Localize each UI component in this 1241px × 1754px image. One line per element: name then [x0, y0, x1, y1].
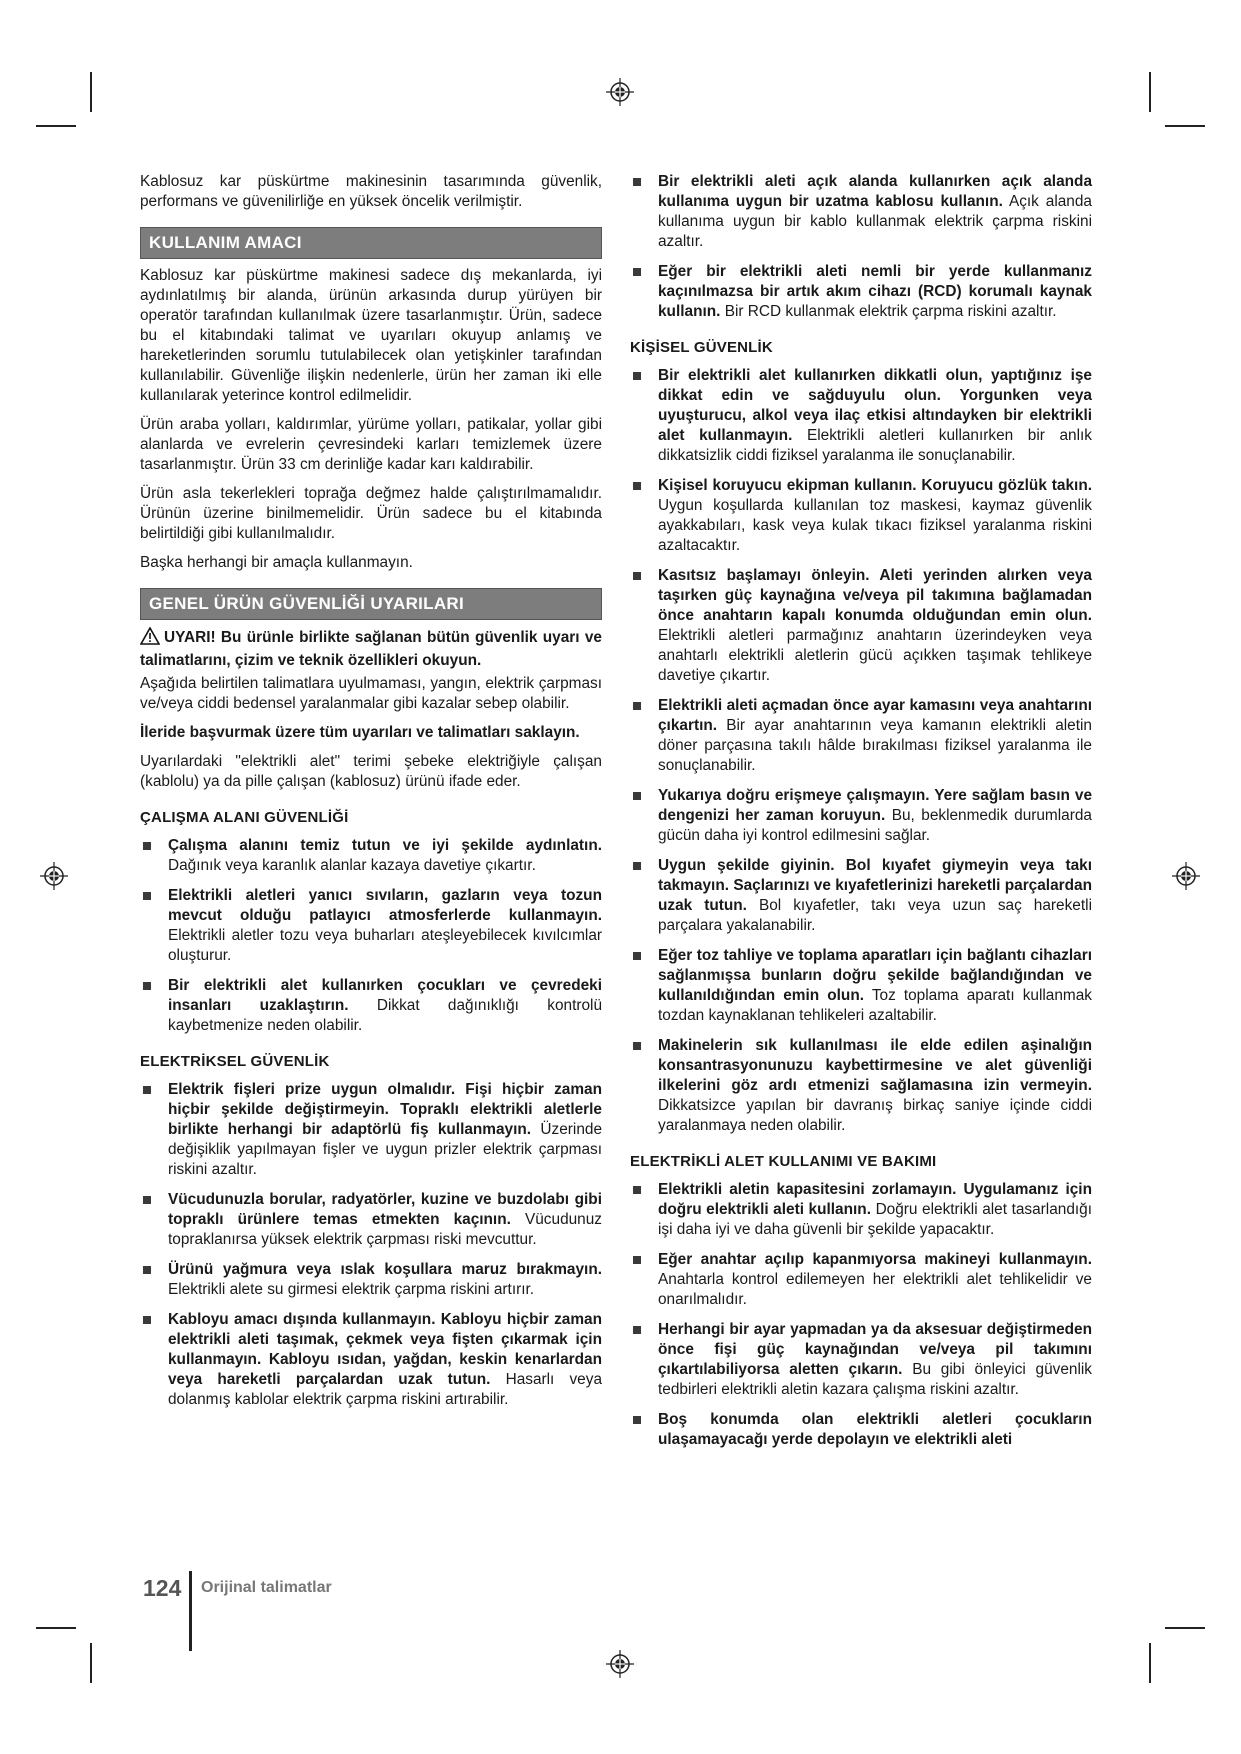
- list-item-text: Dağınık veya karanlık alanlar kazaya davetiye çıkartır.: [168, 857, 536, 874]
- list-item-text: Vücudunuz topraklanırsa yüksek elektrik çarpması riski mevcuttur.: [168, 1211, 602, 1248]
- list-item: [630, 1410, 1092, 1450]
- list-item-text: Uygun koşullarda kullanılan toz maskesi, kaymaz güvenlik ayakkabıları, kask veya kulak tıkacı fiziksel yaralanma riskini azaltacaktır.: [658, 497, 1092, 554]
- list-item: [630, 786, 1092, 846]
- intended-use-restrictions: Ürün asla tekerlekleri toprağa değmez halde çalıştırılmamalıdır. Ürünün üzerine binilmemelidir. Ürün sadece bu el kitabında belirtildiği gibi kullanılmalıdır.: [140, 485, 602, 542]
- list-item-bold: Elektrik fişleri prize uygun olmalıdır. Fişi hiçbir zaman hiçbir şekilde değiştirmeyin. Topraklı elektrikli aletlerle birlikte herhangi bir adaptörlü fiş kullanmayın.: [168, 1081, 602, 1138]
- subheading-tool-use-care: ELEKTRİKLİ ALET KULLANIMI VE BAKIMI: [630, 1153, 937, 1170]
- bullet-square-icon: [633, 1042, 641, 1050]
- warning-consequence-text: Aşağıda belirtilen talimatlara uyulmaması, yangın, elektrik çarpması ve/veya ciddi bedensel yaralanmalar gibi kazalar sebep olabilir.: [140, 675, 602, 712]
- list-item-bold: Eğer anahtar açılıp kapanmıyorsa makineyi kullanmayın.: [658, 1251, 1092, 1268]
- list-item-bold: Bir elektrikli aleti açık alanda kullanırken açık alanda kullanıma uygun bir uzatma kablosu kullanın.: [658, 173, 1092, 210]
- work-area-list: [140, 836, 602, 1036]
- bullet-square-icon: [633, 482, 641, 490]
- footer-divider: [189, 1571, 192, 1651]
- list-item: [140, 886, 602, 966]
- intro-paragraph: Kablosuz kar püskürtme makinesinin tasarımında güvenlik, performans ve güvenilirliğe en yüksek öncelik verilmiştir.: [140, 173, 602, 210]
- warning-triangle-icon: [140, 627, 160, 651]
- list-item: [630, 1180, 1092, 1240]
- list-item-text: Dikkatsizce yapılan bir davranış birkaç saniye içinde ciddi yaralanmaya neden olabilir.: [658, 1097, 1092, 1134]
- list-item-bold: Elektrikli aleti açmadan önce ayar kamasını veya anahtarını çıkartın.: [658, 697, 1092, 734]
- list-item-bold: Vücudunuzla borular, radyatörler, kuzine ve buzdolabı gibi topraklı ürünlere temas etmekten kaçının.: [168, 1191, 602, 1228]
- bullet-square-icon: [633, 1326, 641, 1334]
- bullet-square-icon: [633, 1256, 641, 1264]
- list-item-bold: Bir elektrikli alet kullanırken çocukları ve çevredeki insanları uzaklaştırın.: [168, 977, 602, 1014]
- list-item-text: Bol kıyafetler, takı veya uzun saç hareketli parçalara yakalanabilir.: [658, 897, 1092, 934]
- list-item-bold: Eğer toz tahliye ve toplama aparatları için bağlantı cihazları sağlanmışsa bunların doğru şekilde bağlandığından ve kullanıldığından emin olun.: [658, 947, 1092, 1004]
- list-item: [630, 262, 1092, 322]
- bullet-square-icon: [143, 1316, 151, 1324]
- footer-label: Orijinal talimatlar: [201, 1579, 332, 1596]
- warning-paragraph: [140, 627, 602, 671]
- bullet-square-icon: [143, 1196, 151, 1204]
- list-item-bold: Kişisel koruyucu ekipman kullanın. Koruyucu gözlük takın.: [658, 477, 1092, 494]
- bullet-square-icon: [143, 982, 151, 990]
- bullet-square-icon: [633, 702, 641, 710]
- warning-bold-text: UYARI! Bu ürünle birlikte sağlanan bütün güvenlik uyarı ve talimatlarını, çizim ve teknik özellikleri okuyun.: [140, 629, 602, 669]
- right-column: [630, 172, 1092, 1460]
- crop-mark: [36, 125, 76, 127]
- list-item-text: Üzerinde değişiklik yapılmayan fişler ve uygun prizler elektrik çarpması riskini azaltır.: [168, 1121, 602, 1178]
- electrical-safety-list: [140, 1080, 602, 1410]
- list-item-bold: Elektrikli aletin kapasitesini zorlamayın. Uygulamanız için doğru elektrikli aleti kullanın.: [658, 1181, 1092, 1218]
- list-item: [140, 1260, 602, 1300]
- keep-instructions-bold: İleride başvurmak üzere tüm uyarıları ve talimatları saklayın.: [140, 724, 580, 741]
- list-item-text: Bu gibi önleyici güvenlik tedbirleri elektrikli aletin kazara çalışma riskini azaltır.: [658, 1361, 1093, 1398]
- crop-mark: [90, 1643, 92, 1683]
- list-item: [630, 696, 1092, 776]
- list-item-text: Dikkat dağınıklığı kontrolü kaybetmenize neden olabilir.: [168, 997, 603, 1034]
- bullet-square-icon: [633, 792, 641, 800]
- list-item-text: Hasarlı veya dolanmış kablolar elektrik çarpma riskini artırabilir.: [168, 1371, 602, 1408]
- bullet-square-icon: [633, 372, 641, 380]
- keep-instructions-text: [140, 723, 602, 743]
- list-item: [140, 1190, 602, 1250]
- list-item-bold: Elektrikli aletleri yanıcı sıvıların, gazların veya tozun mevcut olduğu patlayıcı atmosferlerde kullanmayın.: [168, 887, 602, 924]
- list-item-bold: Kasıtsız başlamayı önleyin. Aleti yerinden alırken veya taşırken güç kaynağına ve/veya pil takımına bağlamadan önce anahtarın kapalı konumda olduğundan emin olun.: [658, 567, 1092, 624]
- personal-safety-list: [630, 366, 1092, 1136]
- subheading-work-area-safety: ÇALIŞMA ALANI GÜVENLİĞİ: [140, 809, 349, 826]
- page-number: 124: [143, 1575, 182, 1601]
- list-item: [140, 1080, 602, 1180]
- list-item: [630, 1036, 1092, 1136]
- list-item: [630, 476, 1092, 556]
- list-item-bold: Bir elektrikli alet kullanırken dikkatli olun, yaptığınız işe dikkat edin ve sağduyulu olun. Yorgunken veya uyuşturucu, alkol veya ilaç etkisi altındayken bir elektrikli alet kullanmayın.: [658, 367, 1092, 444]
- list-item-bold: Eğer bir elektrikli aleti nemli bir yerde kullanmanız kaçınılmazsa bir artık akım cihazı (RCD) korumalı kaynak kullanın.: [658, 263, 1092, 320]
- tool-use-care-list: [630, 1180, 1092, 1450]
- crop-mark: [1165, 125, 1205, 127]
- list-item-bold: Yukarıya doğru erişmeye çalışmayın. Yere sağlam basın ve dengenizi her zaman koruyun.: [658, 787, 1092, 824]
- crop-mark: [1149, 72, 1151, 112]
- list-item: [140, 836, 602, 876]
- list-item-bold: Uygun şekilde giyinin. Bol kıyafet giymeyin veya takı takmayın. Saçlarınızı ve kıyafetlerinizi hareketli parçalardan uzak tutun.: [658, 857, 1092, 914]
- crop-mark: [1165, 1627, 1205, 1629]
- registration-mark-bottom: [606, 1650, 634, 1678]
- list-item-text: Doğru elektrikli alet tasarlandığı işi daha iyi ve daha güvenli bir şekilde yapacaktır.: [658, 1201, 1093, 1238]
- bullet-square-icon: [633, 1186, 641, 1194]
- list-item-text: Bir RCD kullanmak elektrik çarpma riskini azaltır.: [724, 303, 1057, 320]
- list-item: [630, 172, 1092, 252]
- list-item: [630, 366, 1092, 466]
- subheading-personal-safety: KİŞİSEL GÜVENLİK: [630, 339, 773, 356]
- bullet-square-icon: [143, 1086, 151, 1094]
- list-item-text: Elektrikli aletler tozu veya buharları ateşleyebilecek kıvılcımlar oluşturur.: [168, 927, 602, 964]
- section-heading-intended-use: KULLANIM AMACI: [140, 227, 602, 259]
- list-item: [630, 946, 1092, 1026]
- bullet-square-icon: [633, 1416, 641, 1424]
- list-item-bold: Çalışma alanını temiz tutun ve iyi şekilde aydınlatın.: [168, 837, 602, 854]
- registration-mark-top: [606, 78, 634, 106]
- power-tool-term-text: Uyarılardaki "elektrikli alet" terimi şebeke elektriğiyle çalışan (kablolu) ya da pille çalışan (kablosuz) ürünü ifade eder.: [140, 753, 602, 790]
- list-item: [630, 1320, 1092, 1400]
- intended-use-other: Başka herhangi bir amaçla kullanmayın.: [140, 554, 413, 571]
- bullet-square-icon: [143, 1266, 151, 1274]
- section-heading-general-safety: GENEL ÜRÜN GÜVENLİĞİ UYARILARI: [140, 588, 602, 620]
- intended-use-areas: Ürün araba yolları, kaldırımlar, yürüme yolları, patikalar, yollar gibi alanlarda ve evrelerin çevresindeki karları temizlemek üzere tasarlanmıştır. Ürün 33 cm derinliğe kadar karı kaldırabilir.: [140, 416, 602, 473]
- list-item: [140, 1310, 602, 1410]
- bullet-square-icon: [143, 892, 151, 900]
- list-item-bold: Kabloyu amacı dışında kullanmayın. Kabloyu hiçbir zaman elektrikli aleti taşımak, çekmek veya fişten çıkarmak için kullanmayın. Kabloyu ısıdan, yağdan, keskin kenarlardan veya hareketli parçalardan uzak tutun.: [168, 1311, 602, 1388]
- bullet-square-icon: [633, 952, 641, 960]
- list-item-bold: Makinelerin sık kullanılması ile elde edilen aşinalığın konsantrasyonunuzu kaybettirmesine ve alet güvenliği ilkelerini göz ardı etmenizi sağlamasına izin vermeyin.: [658, 1037, 1092, 1094]
- crop-mark: [1149, 1643, 1151, 1683]
- list-item-bold: Boş konumda olan elektrikli aletleri çocukların ulaşamayacağı yerde depolayın ve elektrikli aleti: [658, 1411, 1092, 1448]
- list-item: [630, 1250, 1092, 1310]
- list-item-bold: Ürünü yağmura veya ıslak koşullara maruz bırakmayın.: [168, 1261, 602, 1278]
- list-item-text: Bir ayar anahtarının veya kamanın elektrikli aletin döner parçasına takılı hâlde bırakılması fiziksel yaralanma ile sonuçlanabilir.: [658, 717, 1092, 774]
- list-item-text: Toz toplama aparatı kullanmak tozdan kaynaklanan tehlikeleri azaltabilir.: [658, 987, 1092, 1024]
- list-item: [140, 976, 602, 1036]
- bullet-square-icon: [633, 572, 641, 580]
- registration-mark-left: [40, 862, 68, 890]
- list-item: [630, 566, 1092, 686]
- left-column: [140, 172, 602, 1420]
- bullet-square-icon: [633, 862, 641, 870]
- crop-mark: [36, 1627, 76, 1629]
- registration-mark-right: [1172, 862, 1200, 890]
- intended-use-paragraph: Kablosuz kar püskürtme makinesi sadece dış mekanlarda, iyi aydınlatılmış bir alanda, ürünün arkasında durup yürüyen bir operatör tarafından kullanılmak üzere tasarlanmıştır. Ürün, sadece bu el kitabındaki talimat ve uyarıları okuyup anlamış ve hareketlerinden sorumlu tutulabilecek olan yetişkinler tarafından kullanılabilir. Güvenliğe ilişkin nedenlerle, ürün her zaman iki elle kullanılarak yeterince kontrol edilmelidir.: [140, 267, 602, 404]
- list-item-text: Elektrikli alete su girmesi elektrik çarpma riskini artırır.: [168, 1281, 535, 1298]
- subheading-electrical-safety: ELEKTRİKSEL GÜVENLİK: [140, 1053, 330, 1070]
- crop-mark: [90, 72, 92, 112]
- list-item-bold: Herhangi bir ayar yapmadan ya da aksesuar değiştirmeden önce fişi güç kaynağından ve/veya pil takımını çıkartılabiliyorsa aletten çıkarın.: [658, 1321, 1092, 1378]
- list-item-text: Elektrikli aletleri parmağınız anahtarın üzerindeyken veya anahtarlı elektrikli aletlerin gücü açıkken taşımak tehlikeye davetiye çıkartır.: [658, 627, 1092, 684]
- list-item-text: Bu, beklenmedik durumlarda gücün daha iyi kontrol edilmesini sağlar.: [658, 807, 1092, 844]
- bullet-square-icon: [143, 842, 151, 850]
- list-item-text: Elektrikli aletleri kullanırken bir anlık dikkatsizlik ciddi fiziksel yaralanma ile sonuçlanabilir.: [658, 427, 1093, 464]
- list-item-text: Açık alanda kullanıma uygun bir kablo kullanmak elektrik çarpma riskini azaltır.: [658, 193, 1092, 250]
- bullet-square-icon: [633, 178, 641, 186]
- bullet-square-icon: [633, 268, 641, 276]
- electrical-safety-list-continued: [630, 172, 1092, 322]
- list-item-text: Anahtarla kontrol edilemeyen her elektrikli alet tehlikelidir ve onarılmalıdır.: [658, 1271, 1092, 1308]
- list-item: [630, 856, 1092, 936]
